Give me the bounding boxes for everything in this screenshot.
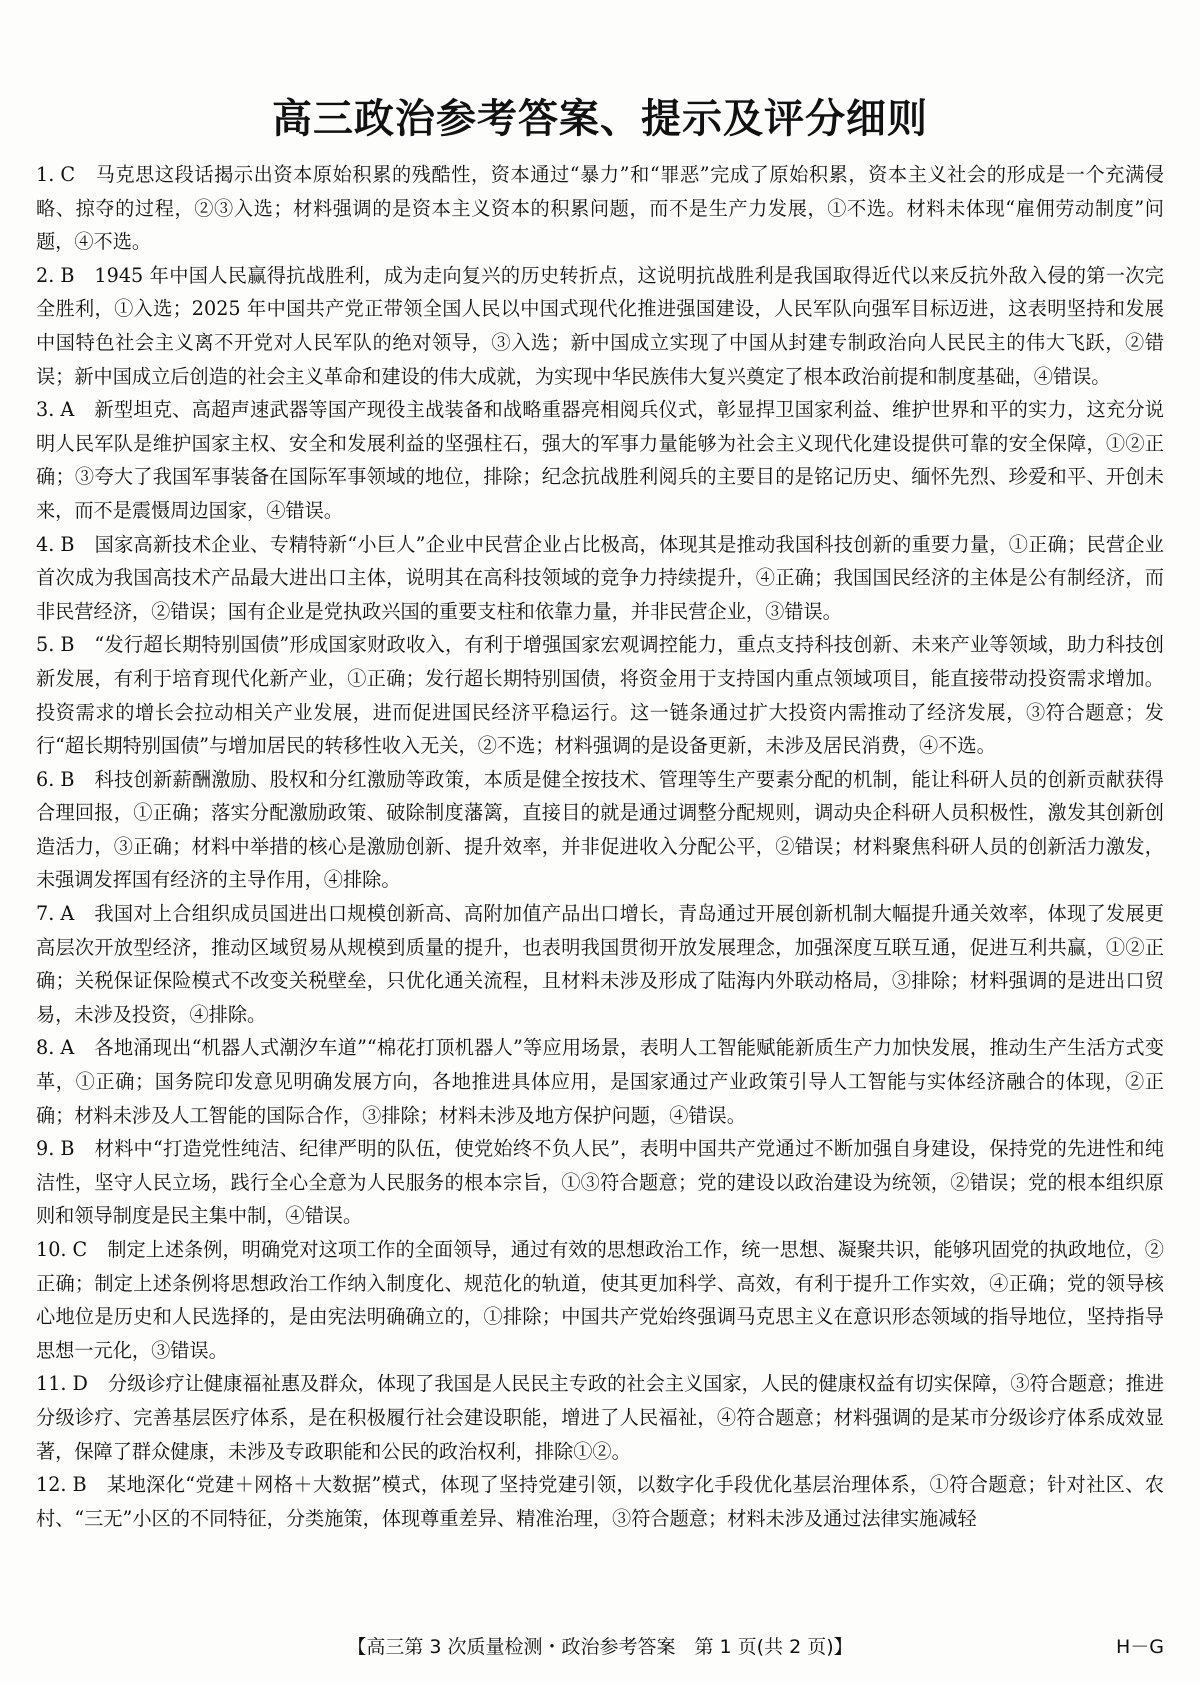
- answer-item: [36, 1031, 1164, 1132]
- answer-key: B: [60, 263, 75, 287]
- answer-key: B: [60, 767, 75, 791]
- question-number: 7.: [36, 902, 55, 926]
- answer-explanation: 某地深化“党建＋网格＋大数据”模式，体现了坚持党建引领，以数字化手段优化基层治理体系，①符合题意；针对社区、农村、“三无”小区的不同特征，分类施策，体现尊重差异、精准治理，③符合题意；材料未涉及通过法律实施减轻: [36, 1473, 1164, 1530]
- footer-code: H－G: [1115, 1636, 1164, 1658]
- answer-item: [36, 628, 1164, 762]
- question-number: 10.: [36, 1238, 67, 1261]
- answer-item: [36, 393, 1164, 527]
- answer-key: C: [60, 163, 75, 186]
- footer-page-info: 【高三第 3 次质量检测・政治参考答案 第 1 页(共 2 页)】: [347, 1636, 853, 1658]
- answer-item: [36, 1468, 1164, 1535]
- answer-explanation: 国家高新技术企业、专精特新“小巨人”企业中民营企业占比极高，体现其是推动我国科技创新的重要力量，①正确；民营企业首次成为我国高技术产品最大进出口主体，说明其在高科技领域的竞争力持续提升，④正确；我国国民经济的主体是公有制经济，而非民营经济，②错误；国有企业是党执政兴国的重要支柱和依靠力量，并非民营企业，③错误。: [36, 532, 1164, 623]
- answer-item: [36, 763, 1164, 897]
- answer-explanation: 材料中“打造党性纯洁、纪律严明的队伍，使党始终不负人民”，表明中国共产党通过不断加强自身建设，保持党的先进性和纯洁性，坚守人民立场，践行全心全意为人民服务的根本宗旨，①③符合题意；党的建设以政治建设为统领，②错误；党的根本组织原则和领导制度是民主集中制，④错误。: [36, 1137, 1164, 1228]
- answer-key: A: [60, 398, 75, 422]
- answer-explanation: “发行超长期特别国债”形成国家财政收入，有利于增强国家宏观调控能力，重点支持科技创新、未来产业等领域，助力科技创新发展，有利于培育现代化新产业，①正确；发行超长期特别国债，将资金用于支持国内重点领域项目，能直接带动投资需求增加。投资需求的增长会拉动相关产业发展，进而促进国民经济平稳运行。这一链条通过扩大投资内需推动了经济发展，③符合题意；发行“超长期特别国债”与增加居民的转移性收入无关，②不选；材料强调的是设备更新，未涉及居民消费，④不选。: [36, 633, 1164, 758]
- question-number: 5.: [36, 633, 55, 657]
- answer-explanation: 各地涌现出“机器人式潮汐车道”“棉花打顶机器人”等应用场景，表明人工智能赋能新质生产力加快发展，推动生产生活方式变革，①正确；国务院印发意见明确发展方向，各地推进具体应用，是国家通过产业政策引导人工智能与实体经济融合的体现，②正确；材料未涉及人工智能的国际合作，③排除；材料未涉及地方保护问题，④错误。: [36, 1036, 1164, 1127]
- question-number: 11.: [36, 1372, 67, 1396]
- answer-item: [36, 259, 1164, 393]
- answer-item: [36, 897, 1164, 1031]
- answer-item: [36, 1233, 1164, 1367]
- question-number: 12.: [36, 1473, 67, 1497]
- answer-explanation: 1945 年中国人民赢得抗战胜利，成为走向复兴的历史转折点，这说明抗战胜利是我国取得近代以来反抗外敌入侵的第一次完全胜利，①入选；2025 年中国共产党正带领全国人民以中国式现代化推进强国建设，人民军队向强军目标迈进，这表明坚持和发展中国特色社会主义离不开党对人民军队的绝对领导，③入选；新中国成立实现了中国从封建专制政治向人民民主的伟大飞跃，②错误；新中国成立后创造的社会主义革命和建设的伟大成就，为实现中华民族伟大复兴奠定了根本政治前提和制度基础，④错误。: [36, 263, 1164, 388]
- answer-key: B: [60, 633, 75, 657]
- answer-explanation: 制定上述条例，明确党对这项工作的全面领导，通过有效的思想政治工作，统一思想、凝聚共识，能够巩固党的执政地位，②正确；制定上述条例将思想政治工作纳入制度化、规范化的轨道，使其更加科学、高效，有利于提升工作实效，④正确；党的领导核心地位是历史和人民选择的，是由宪法明确确立的，①排除；中国共产党始终强调马克思主义在意识形态领域的指导地位，坚持指导思想一元化，③错误。: [36, 1238, 1164, 1362]
- question-number: 6.: [36, 767, 55, 791]
- answer-item: [36, 1367, 1164, 1468]
- answer-explanation: 我国对上合组织成员国进出口规模创新高、高附加值产品出口增长，青岛通过开展创新机制大幅提升通关效率，体现了发展更高层次开放型经济，推动区域贸易从规模到质量的提升，也表明我国贯彻开放发展理念，加强深度互联互通，促进互利共赢，①②正确；关税保证保险模式不改变关税壁垒，只优化通关流程，且材料未涉及形成了陆海内外联动格局，③排除；材料强调的是进出口贸易，未涉及投资，④排除。: [36, 902, 1164, 1026]
- answer-key: B: [60, 1137, 75, 1161]
- answer-list: [36, 158, 1164, 1535]
- answer-explanation: 新型坦克、高超声速武器等国产现役主战装备和战略重器亮相阅兵仪式，彰显捍卫国家利益、维护世界和平的实力，这充分说明人民军队是维护国家主权、安全和发展利益的坚强柱石，强大的军事力量能够为社会主义现代化建设提供可靠的安全保障，①②正确；③夸大了我国军事装备在国际军事领域的地位，排除；纪念抗战胜利阅兵的主要目的是铭记历史、缅怀先烈、珍爱和平、开创未来，而不是震慑周边国家，④错误。: [36, 398, 1164, 522]
- answer-item: [36, 158, 1164, 259]
- answer-key: C: [72, 1238, 88, 1261]
- question-number: 1.: [36, 163, 55, 186]
- question-number: 2.: [36, 263, 55, 287]
- question-number: 4.: [36, 532, 55, 556]
- answer-explanation: 马克思这段话揭示出资本原始积累的残酷性，资本通过“暴力”和“罪恶”完成了原始积累，资本主义社会的形成是一个充满侵略、掠夺的过程，②③入选；材料强调的是资本主义资本的积累问题，而不是生产力发展，①不选。材料未体现“雇佣劳动制度”问题，④不选。: [36, 163, 1164, 254]
- question-number: 9.: [36, 1137, 55, 1161]
- page-footer: [36, 1632, 1164, 1660]
- answer-key: D: [72, 1372, 88, 1396]
- answer-key: B: [60, 532, 75, 556]
- answer-key: A: [60, 902, 75, 926]
- answer-item: [36, 528, 1164, 629]
- question-number: 8.: [36, 1036, 55, 1060]
- page-title: 高三政治参考答案、提示及评分细则: [272, 95, 928, 142]
- question-number: 3.: [36, 398, 55, 422]
- answer-key: B: [72, 1473, 87, 1497]
- answer-key: A: [60, 1036, 75, 1060]
- answer-explanation: 分级诊疗让健康福祉惠及群众，体现了我国是人民民主专政的社会主义国家，人民的健康权益有切实保障，③符合题意；推进分级诊疗、完善基层医疗体系，是在积极履行社会建设职能，增进了人民福祉，④符合题意；材料强调的是某市分级诊疗体系成效显著，保障了群众健康，未涉及专政职能和公民的政治权利，排除①②。: [36, 1372, 1164, 1463]
- answer-item: [36, 1132, 1164, 1233]
- answer-explanation: 科技创新薪酬激励、股权和分红激励等政策，本质是健全按技术、管理等生产要素分配的机制，能让科研人员的创新贡献获得合理回报，①正确；落实分配激励政策、破除制度藩篱，直接目的就是通过调整分配规则，调动央企科研人员积极性，激发其创新创造活力，③正确；材料中举措的核心是激励创新、提升效率，并非促进收入分配公平，②错误；材料聚焦科研人员的创新活力激发，未强调发挥国有经济的主导作用，④排除。: [36, 767, 1164, 892]
